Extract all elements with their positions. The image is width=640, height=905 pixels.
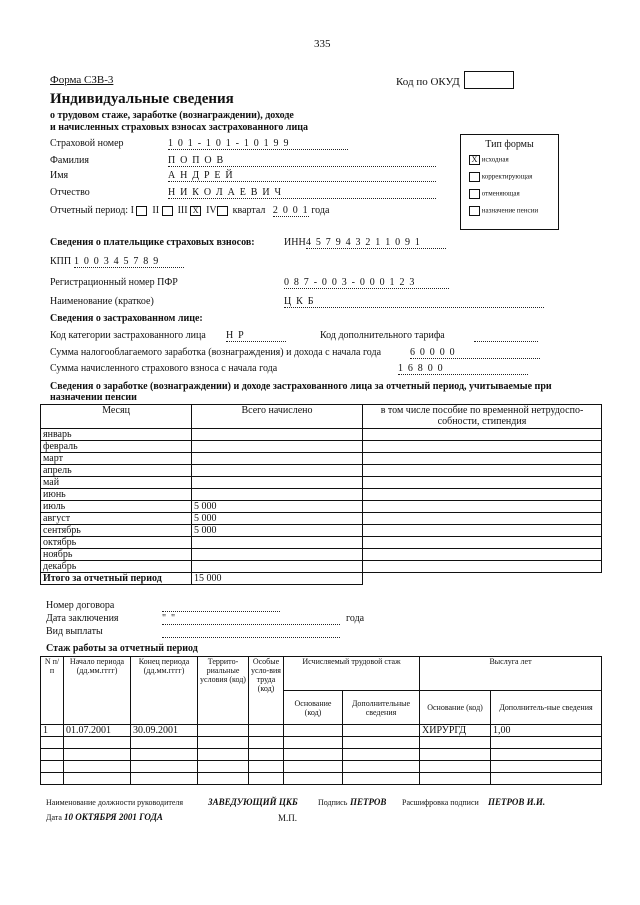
earnings-cell-benefit [363, 525, 602, 537]
earnings-table [40, 404, 602, 585]
earnings-cell-benefit [363, 453, 602, 465]
form-type-option-cancel [469, 189, 558, 199]
experience-row [41, 725, 602, 737]
contrib-label: Сумма начисленного страхового взноса с начала года [50, 363, 278, 374]
experience-cell-calc_base [284, 749, 343, 761]
experience-cell-n [41, 749, 64, 761]
insured-header: Сведения о застрахованном лице: [50, 313, 203, 324]
experience-cell-calc_add [343, 761, 420, 773]
earnings-cell-month: апрель [41, 465, 192, 477]
kpp-value: 1 0 0 3 4 5 7 8 9 [74, 256, 184, 268]
contract-date-value [162, 613, 340, 625]
earnings-cell-benefit [363, 513, 602, 525]
okud-label: Код по ОКУД [396, 76, 460, 88]
earnings-row [41, 465, 602, 477]
earnings-row [41, 477, 602, 489]
experience-cell-end [131, 737, 198, 749]
experience-cell-start: 01.07.2001 [64, 725, 131, 737]
contract-date-label: Дата заключения [46, 613, 119, 624]
patronymic-label: Отчество [50, 187, 90, 198]
experience-row [41, 749, 602, 761]
experience-cell-calc_add [343, 737, 420, 749]
experience-cell-calc_add [343, 773, 420, 785]
payment-type-value [162, 626, 340, 638]
col-total: Всего начислено [192, 405, 363, 429]
experience-cell-n: 1 [41, 725, 64, 737]
contract-number-value [162, 600, 280, 612]
quarter-1-box[interactable] [136, 206, 147, 216]
quarter-3-label: III [177, 205, 188, 216]
surname-label: Фамилия [50, 155, 89, 166]
experience-row [41, 773, 602, 785]
experience-cell-start [64, 749, 131, 761]
experience-cell-serv_add [491, 773, 602, 785]
col-month: Месяц [41, 405, 192, 429]
experience-cell-calc_base [284, 737, 343, 749]
name-label: Имя [50, 170, 69, 181]
earnings-cell-benefit [363, 489, 602, 501]
experience-cell-calc_base [284, 761, 343, 773]
earnings-cell-total: 5 000 [192, 501, 363, 513]
form-type-checkbox-cancel[interactable] [469, 189, 480, 199]
date-label: Дата [46, 813, 62, 822]
form-type-option-original [469, 155, 558, 165]
kpp-label: КПП [50, 256, 72, 267]
exp-h-calc: Исчисляемый трудовой стаж [284, 657, 420, 691]
position-value: ЗАВЕДУЮЩИЙ ЦКБ [208, 797, 298, 807]
exp-h-calc-base: Основание (код) [284, 691, 343, 725]
earnings-cell-benefit [363, 501, 602, 513]
inn-value: 4 5 7 9 4 3 2 1 1 0 9 1 [306, 237, 446, 249]
quarter-2-box[interactable] [162, 206, 173, 216]
position-label: Наименование должности руководителя [46, 798, 184, 807]
exp-h-serv-add: Дополнитель-ные сведения [491, 691, 602, 725]
experience-cell-special [249, 725, 284, 737]
quarter-4-box[interactable] [217, 206, 228, 216]
form-type-option-corrective [469, 172, 558, 182]
form-type-option-label: исходная [481, 155, 509, 164]
form-type-box [460, 134, 559, 230]
experience-cell-end [131, 761, 198, 773]
experience-cell-n [41, 773, 64, 785]
earnings-cell-total [192, 441, 363, 453]
earnings-cell-total [192, 549, 363, 561]
okud-box [464, 71, 514, 89]
col-benefit-line-1: в том числе пособие по временной нетрудоспо- [380, 405, 584, 416]
experience-cell-special [249, 737, 284, 749]
form-name: Форма СЗВ-3 [50, 74, 114, 86]
form-type-checkbox-corrective[interactable] [469, 172, 480, 182]
short-name-label: Наименование (краткое) [50, 296, 154, 307]
sign-label: Подпись [318, 798, 348, 807]
earnings-cell-month: декабрь [41, 561, 192, 573]
earnings-cell-benefit [363, 549, 602, 561]
earnings-row [41, 513, 602, 525]
income-label: Сумма налогооблагаемого заработка (вознаграждения) и дохода с начала года [50, 347, 382, 358]
page-number: 335 [314, 38, 331, 50]
earnings-row [41, 429, 602, 441]
experience-cell-serv_base [420, 761, 491, 773]
earnings-row [41, 537, 602, 549]
experience-cell-terr [198, 737, 249, 749]
doc-title: Индивидуальные сведения [50, 91, 234, 107]
income-value: 6 0 0 0 0 [410, 347, 540, 359]
experience-cell-special [249, 773, 284, 785]
experience-cell-n [41, 737, 64, 749]
experience-cell-serv_base [420, 749, 491, 761]
earnings-row [41, 525, 602, 537]
insurance-label: Страховой номер [50, 138, 124, 149]
earnings-row [41, 489, 602, 501]
earnings-row [41, 561, 602, 573]
experience-cell-end [131, 773, 198, 785]
earnings-cell-benefit [363, 465, 602, 477]
experience-cell-start [64, 761, 131, 773]
experience-cell-terr [198, 749, 249, 761]
earnings-row [41, 501, 602, 513]
experience-row [41, 761, 602, 773]
experience-row [41, 737, 602, 749]
contrib-value: 1 6 8 0 0 [398, 363, 528, 375]
earnings-cell-month: июль [41, 501, 192, 513]
exp-h-serv-base: Основание (код) [420, 691, 491, 725]
earnings-cell-month: июнь [41, 489, 192, 501]
earnings-row [41, 549, 602, 561]
category-value: Н Р [226, 330, 286, 342]
earnings-cell-month: август [41, 513, 192, 525]
earnings-cell-total [192, 453, 363, 465]
decode-label: Расшифровка подписи [402, 798, 479, 807]
experience-cell-end: 30.09.2001 [131, 725, 198, 737]
contract-date-quote: " " [162, 613, 177, 624]
experience-cell-calc_add [343, 725, 420, 737]
earnings-cell-benefit [363, 429, 602, 441]
sign-value: ПЕТРОВ [350, 797, 387, 807]
pfr-label: Регистрационный номер ПФР [50, 277, 178, 288]
earnings-cell-total: 5 000 [192, 525, 363, 537]
earnings-cell-benefit [363, 477, 602, 489]
earnings-cell-total [192, 489, 363, 501]
exp-h-n: N п/п [41, 657, 64, 725]
year-value: 2 0 0 1 [272, 205, 309, 216]
stamp-label: М.П. [278, 813, 298, 823]
form-type-option-label: отменяющая [481, 189, 520, 198]
form-type-option-label: корректирующая [481, 172, 533, 181]
decode-value: ПЕТРОВ И.И. [488, 797, 546, 807]
earnings-header-2: назначении пенсии [50, 392, 137, 403]
experience-cell-serv_add: 1,00 [491, 725, 602, 737]
payer-header: Сведения о плательщике страховых взносов: [50, 237, 255, 248]
category-label: Код категории застрахованного лица [50, 330, 206, 341]
form-type-option-label: назначение пенсии [481, 206, 539, 215]
form-type-checkbox-original[interactable]: Х [469, 155, 480, 165]
earnings-cell-total [192, 429, 363, 441]
form-type-checkbox-pension[interactable] [469, 206, 480, 216]
earnings-cell-benefit [363, 441, 602, 453]
reporting-period [50, 205, 329, 216]
earnings-row [41, 441, 602, 453]
quarter-4-label: IV [206, 205, 217, 216]
form-type-option-pension [469, 206, 558, 216]
date-value: 10 ОКТЯБРЯ 2001 ГОДА [64, 812, 163, 822]
surname-value: П О П О В [168, 155, 436, 167]
exp-h-end: Конец периода (дд.мм.гггг) [131, 657, 198, 725]
earnings-cell-total [192, 561, 363, 573]
experience-cell-start [64, 737, 131, 749]
experience-cell-serv_base [420, 773, 491, 785]
experience-cell-calc_base [284, 725, 343, 737]
earnings-cell-month: январь [41, 429, 192, 441]
short-name-value: Ц К Б [284, 296, 544, 308]
experience-cell-serv_add [491, 749, 602, 761]
total-empty [363, 573, 602, 585]
experience-cell-serv_add [491, 761, 602, 773]
experience-cell-serv_add [491, 737, 602, 749]
earnings-cell-month: март [41, 453, 192, 465]
earnings-cell-benefit [363, 537, 602, 549]
earnings-header-1: Сведения о заработке (вознаграждении) и доходе застрахованного лица за отчетный период, учитываемые при [50, 381, 552, 392]
col-benefit [363, 405, 602, 429]
col-benefit-line-2: собности, стипендия [437, 416, 527, 427]
tariff-label: Код дополнительного тарифа [320, 330, 445, 341]
exp-h-start: Начало периода (дд.мм.гггг) [64, 657, 131, 725]
period-label: Отчетный период: [50, 205, 129, 216]
subtitle-2: и начисленных страховых взносах застрахованного лица [50, 122, 308, 133]
experience-cell-terr [198, 773, 249, 785]
experience-cell-serv_base [420, 737, 491, 749]
experience-cell-calc_base [284, 773, 343, 785]
insurance-value: 1 0 1 - 1 0 1 - 1 0 1 9 9 [168, 138, 348, 150]
quarter-1-label: I [130, 205, 134, 216]
form-type-title: Тип формы [485, 139, 534, 150]
total-value: 15 000 [192, 573, 363, 585]
experience-table [40, 656, 602, 785]
experience-cell-special [249, 761, 284, 773]
contract-year-word: года [346, 613, 365, 624]
year-word: года [311, 205, 330, 216]
earnings-cell-month: сентябрь [41, 525, 192, 537]
experience-cell-end [131, 749, 198, 761]
exp-h-special: Особые усло-вия труда (код) [249, 657, 284, 725]
earnings-cell-benefit [363, 561, 602, 573]
earnings-cell-month: ноябрь [41, 549, 192, 561]
exp-h-calc-add: Дополнительные сведения [343, 691, 420, 725]
experience-cell-terr [198, 761, 249, 773]
quarter-3-box[interactable]: X [190, 206, 201, 216]
earnings-cell-total [192, 465, 363, 477]
quarter-2-label: II [152, 205, 160, 216]
earnings-cell-total: 5 000 [192, 513, 363, 525]
experience-cell-start [64, 773, 131, 785]
earnings-cell-month: май [41, 477, 192, 489]
earnings-cell-month: октябрь [41, 537, 192, 549]
name-value: А Н Д Р Е Й [168, 170, 436, 182]
total-label: Итого за отчетный период [41, 573, 192, 585]
earnings-cell-total [192, 477, 363, 489]
subtitle-1: о трудовом стаже, заработке (вознаграждении), доходе [50, 110, 294, 121]
experience-cell-n [41, 761, 64, 773]
experience-cell-special [249, 749, 284, 761]
experience-cell-terr [198, 725, 249, 737]
earnings-cell-total [192, 537, 363, 549]
earnings-cell-month: февраль [41, 441, 192, 453]
experience-header: Стаж работы за отчетный период [46, 643, 198, 654]
payment-type-label: Вид выплаты [46, 626, 103, 637]
quarter-word: квартал [232, 205, 266, 216]
tariff-value [474, 330, 538, 342]
pfr-value: 0 8 7 - 0 0 3 - 0 0 0 1 2 3 [284, 277, 449, 289]
inn-label: ИНН [284, 237, 306, 248]
experience-cell-calc_add [343, 749, 420, 761]
exp-h-terr: Террито-риальные условия (код) [198, 657, 249, 725]
contract-number-label: Номер договора [46, 600, 115, 611]
earnings-row [41, 453, 602, 465]
exp-h-service: Выслуга лет [420, 657, 602, 691]
patronymic-value: Н И К О Л А Е В И Ч [168, 187, 436, 199]
experience-cell-serv_base: ХИРУРГД [420, 725, 491, 737]
